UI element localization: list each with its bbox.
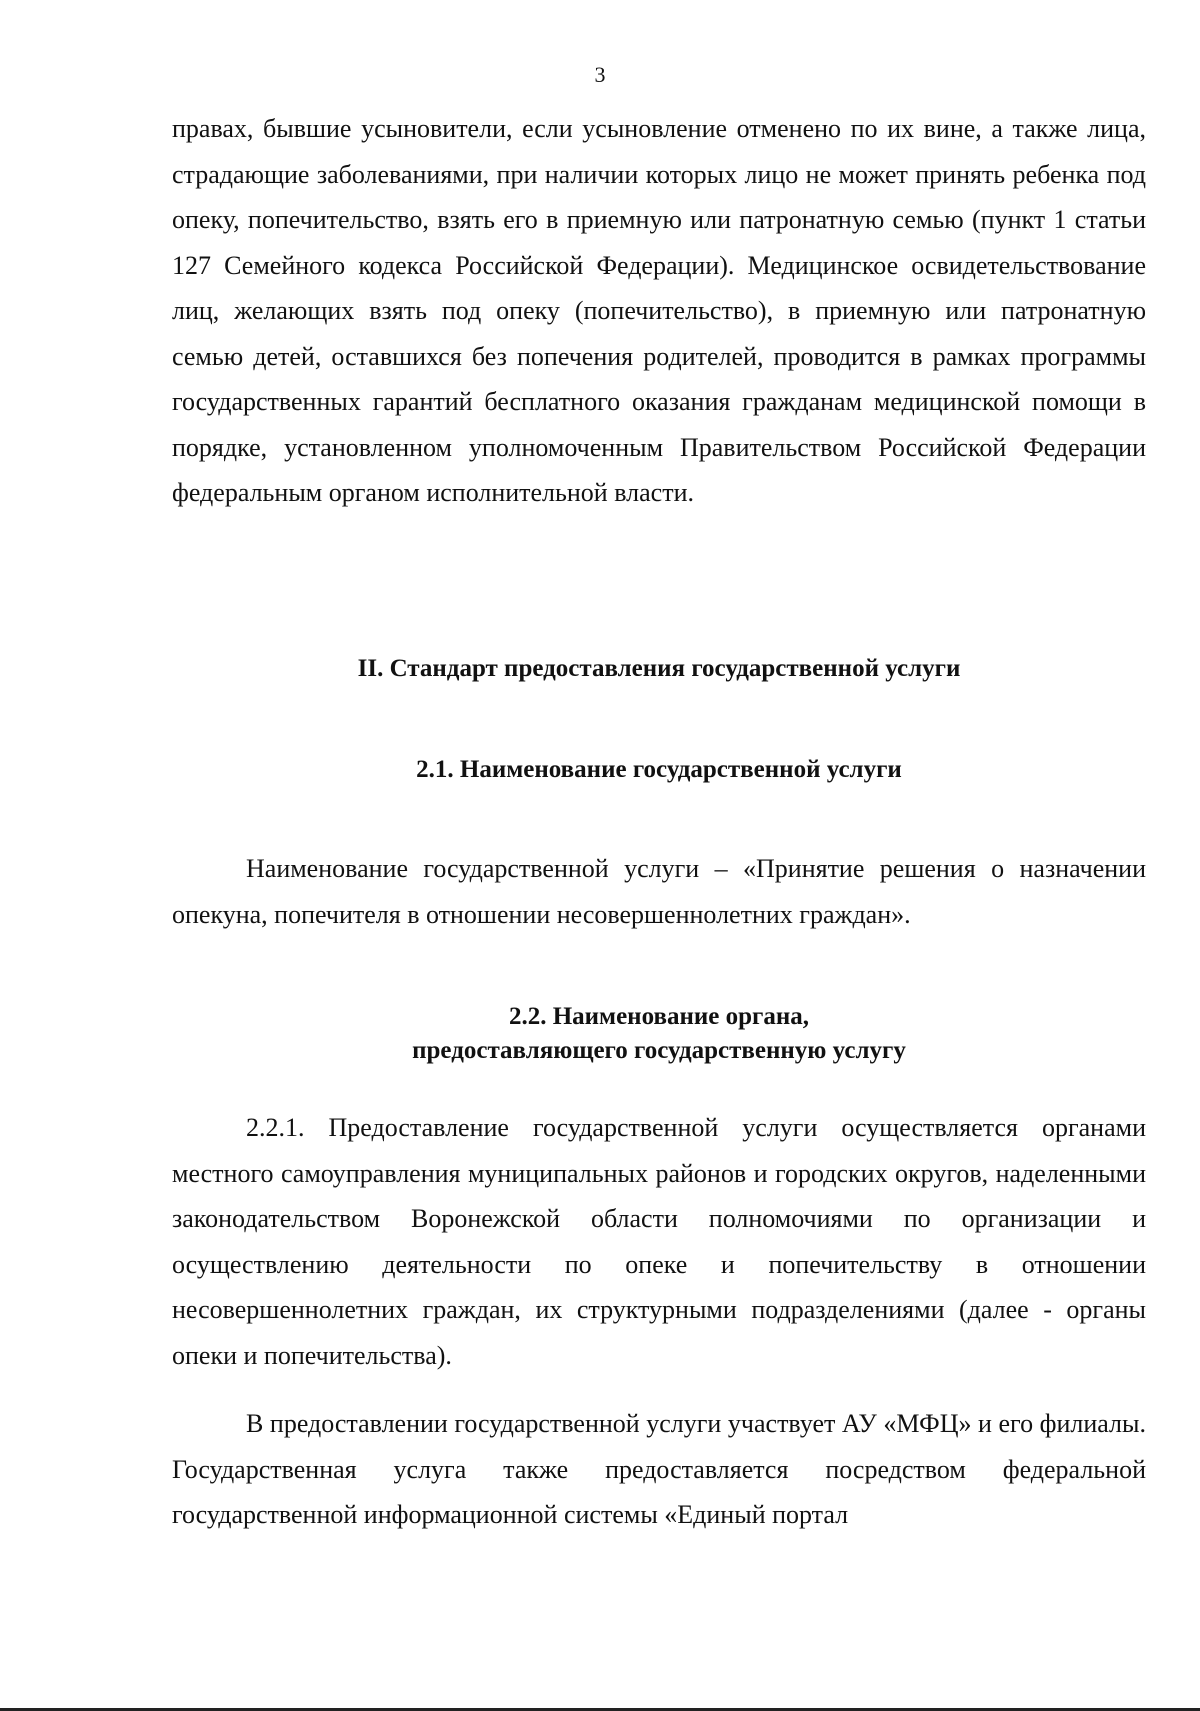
paragraph-2-2-1: 2.2.1. Предоставление государственной услуги осуществляется органами местного самоуправления муниципальных районов и городских округов, наделенными законодательством Воронежской области полномочиями по организации и осуществлению деятельности по опеке и попечительству в отношении несовершеннолетних граждан, их структурными подразделениями (далее - органы опеки и попечительства). xyxy=(172,1113,1146,1370)
subsection-heading-2-2 xyxy=(172,1000,1146,1068)
subsection-heading-text: 2.1. Наименование государственной услуги xyxy=(416,756,902,783)
section-heading-text: II. Стандарт предоставления государственной услуги xyxy=(357,655,961,682)
paragraph-mfc: В предоставлении государственной услуги участвует АУ «МФЦ» и его филиалы. Государственная услуга также предоставляется посредством федеральной государственной информационной системы «Единый портал xyxy=(172,1409,1146,1529)
section-heading xyxy=(172,652,1146,686)
subsection-heading-2-1 xyxy=(172,753,1146,787)
subsection-heading-line-2: предоставляющего государственную услугу xyxy=(412,1037,906,1064)
paragraph-continuation: правах, бывшие усыновители, если усыновление отменено по их вине, а также лица, страдающие заболеваниями, при наличии которых лицо не может принять ребенка под опеку, попечительство, взять его в приемную или патронатную семью (пункт 1 статьи 127 Семейного кодекса Российской Федерации). Медицинское освидетельствование лиц, желающих взять под опеку (попечительство), в приемную или патронатную семью детей, оставшихся без попечения родителей, проводится в рамках программы государственных гарантий бесплатного оказания гражданам медицинской помощи в порядке, установленном уполномоченным Правительством Российской Федерации федеральным органом исполнительной власти. xyxy=(172,114,1146,507)
page-number: 3 xyxy=(594,62,606,87)
subsection-heading-line-1: 2.2. Наименование органа, xyxy=(508,1003,810,1030)
paragraph-service-name: Наименование государственной услуги – «Принятие решения о назначении опекуна, попечителя в отношении несовершеннолетних граждан». xyxy=(172,854,1146,929)
